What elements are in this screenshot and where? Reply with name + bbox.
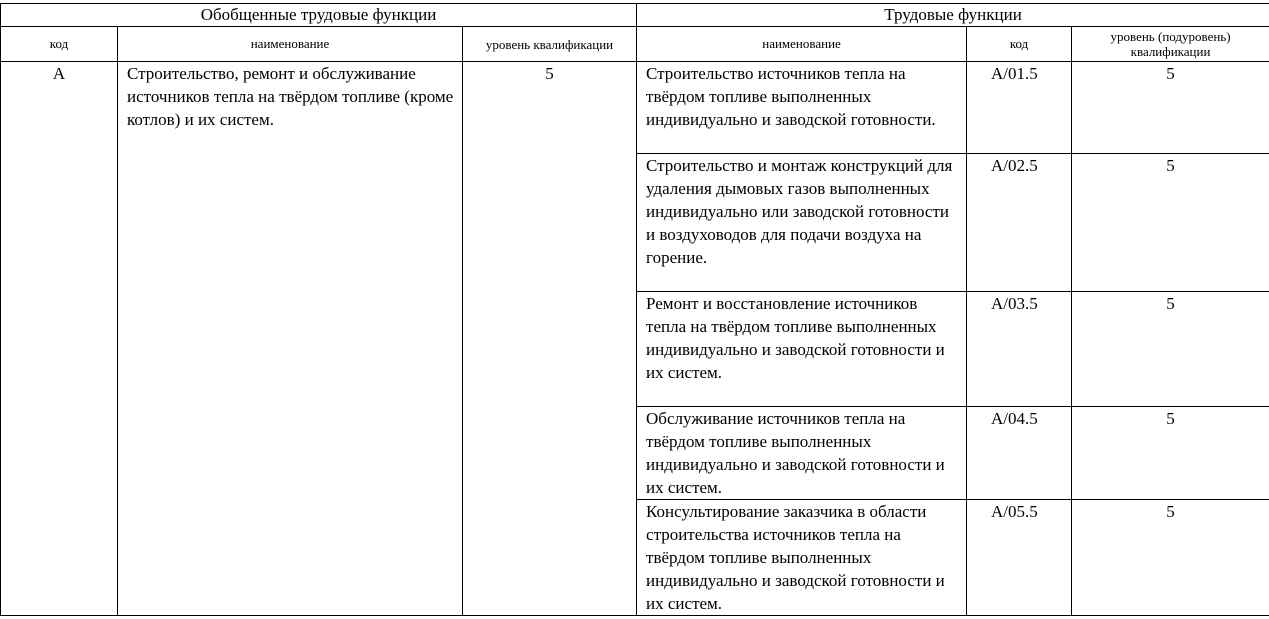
labor-function-name: Ремонт и восстановление источников тепла на твёрдом топливе выполненных индивидуально и заводской готовности и их систем. <box>637 292 967 407</box>
labor-function-name: Консультирование заказчика в области строительства источников тепла на твёрдом топливе выполненных индивидуально и заводской готовности и их систем. <box>637 500 967 616</box>
labor-function-level: 5 <box>1072 154 1269 292</box>
labor-function-name: Обслуживание источников тепла на твёрдом топливе выполненных индивидуально и заводской готовности и их систем. <box>637 407 967 500</box>
labor-function-level: 5 <box>1072 292 1269 407</box>
labor-functions-header: Трудовые функции <box>637 4 1269 27</box>
labor-function-code: A/05.5 <box>967 500 1072 616</box>
labor-function-name: Строительство источников тепла на твёрдом топливе выполненных индивидуально и заводской готовности. <box>637 62 967 154</box>
labor-function-code: A/01.5 <box>967 62 1072 154</box>
general-function-level: 5 <box>463 62 637 616</box>
table-row <box>1 62 1269 154</box>
labor-function-code: A/03.5 <box>967 292 1072 407</box>
generalized-functions-header: Обобщенные трудовые функции <box>1 4 637 27</box>
group-header-row <box>1 4 1269 27</box>
labor-function-code: A/02.5 <box>967 154 1072 292</box>
general-function-code: А <box>1 62 118 616</box>
labor-function-code: A/04.5 <box>967 407 1072 500</box>
labor-function-level: 5 <box>1072 500 1269 616</box>
labor-function-name-column-header: наименование <box>637 27 967 62</box>
qualification-level-column-header: уровень квалификации <box>463 27 637 62</box>
labor-function-level: 5 <box>1072 407 1269 500</box>
sublevel-column-header: уровень (подуровень) квалификации <box>1072 27 1269 62</box>
functions-table <box>0 3 1269 616</box>
column-header-row <box>1 27 1269 62</box>
labor-function-code-column-header: код <box>967 27 1072 62</box>
general-function-name: Строительство, ремонт и обслуживание источников тепла на твёрдом топливе (кроме котлов) и их систем. <box>118 62 463 616</box>
name-column-header: наименование <box>118 27 463 62</box>
labor-function-name: Строительство и монтаж конструкций для удаления дымовых газов выполненных индивидуально или заводской готовности и воздуховодов для подачи воздуха на горение. <box>637 154 967 292</box>
code-column-header: код <box>1 27 118 62</box>
labor-function-level: 5 <box>1072 62 1269 154</box>
